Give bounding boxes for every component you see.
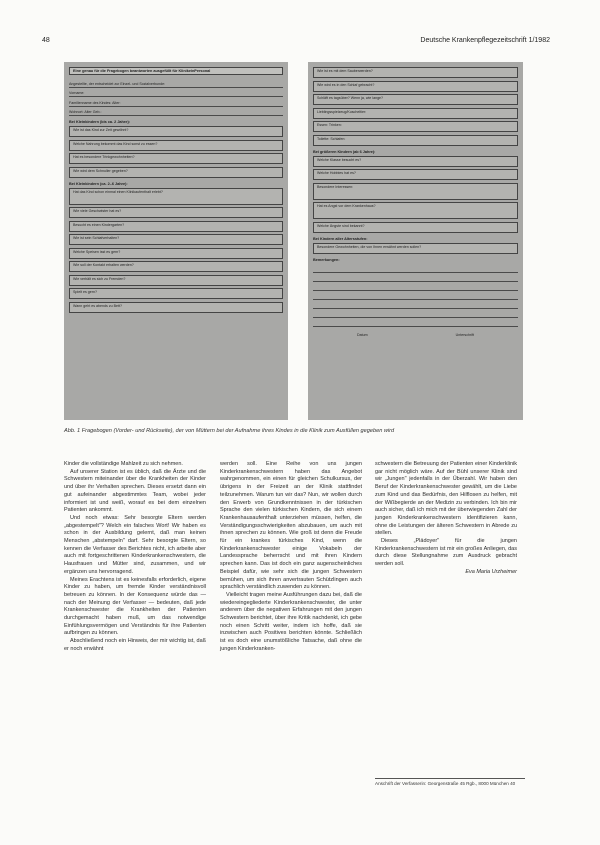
question-row: Lieblingsspielzeug/Kuscheltier: <box>313 108 518 119</box>
paragraph: Auf unserer Station ist es üblich, daß die Ärzte und die Schwestern miteinander über die Krankheiten der Kinder und über ihr Verhalten sprechen. Dieses ersetzt dann ein gut aufeinander abgestimmtes Team, wobei jeder informiert ist und weiß, worauf es bei dem einzelnen Patienten ankommt. <box>64 468 206 514</box>
question-row: Wann geht es abends zu Bett? <box>69 302 283 313</box>
question-row: Hat das Kind schon einmal einen Klinikaufenthalt erlebt? <box>69 188 283 205</box>
question-row: Besondere Gewohnheiten, die von Ihnen erwähnt werden sollen? <box>313 243 518 254</box>
section-older-children-heading: Bei größeren Kindern (ab 6 Jahre): <box>313 149 376 154</box>
remarks-line <box>313 309 518 318</box>
remarks-line <box>313 264 518 273</box>
paragraph: werden soll. Eine Reihe von uns jungen Kinderkrankenschwestern haben das Angebot wahrgenommen, ein einen für gleichen Schulkursus, der übrigens in der Freizeit an der Klinik stattfindet teilzunehmen. Warum tun wir das? Nun, wir wollen durch den Erwerb von Grundkenntnissen in der türkischen Sprache den vielen türkischen Kindern, die sich einem Krankenhausaufenthalt unterziehen müssen, helfen, die Verständigungsschwierigkeiten abzubauen, um auch mit ihnen sprechen zu können. Wie groß ist denn die Freude für ein krankes türkisches Kind, wenn die Kinderkrankenschwester einige Vokabeln der Landessprache beherrscht und mit ihren Kindern sprechen kann. Das ist doch ein ganz augenscheinliches Beispiel dafür, wie sehr sich die jungen Schwestern bemühen, um sich ihren anvertrauten Schützlingen auch sprachlich verständlich zuwenden zu können. <box>220 461 362 591</box>
section-infants-heading: Bei Kleinkindern (bis ca. 2 Jahre): <box>69 120 130 124</box>
question-row: Schläft es tagsüber? Wenn ja, wie lange? <box>313 94 518 105</box>
question-row: Wie wird dem Schnuller gegeben? <box>69 167 283 178</box>
question-row: Welche Hobbies hat es? <box>313 169 518 180</box>
text-column-3 <box>375 461 517 577</box>
paragraph: Dieses „Plädoyer" für die jungen Kinderkrankenschwestern ist mir ein großes Anliegen, das durch diese Stellungnahme zum Ausdruck gebracht werden soll. <box>375 538 517 568</box>
form-line: Angestellte, der entscheidet zur Einzel- und Sozialverbunde: <box>69 78 283 88</box>
question-row: Wie soll der Kontakt erhalten werden? <box>69 261 283 272</box>
author-name: Eva Maria Urzheimer <box>465 568 517 575</box>
signature-label: Unterschrift <box>455 332 474 337</box>
figure-caption: Abb. 1 Fragebogen (Vorder- und Rückseite), der von Müttern bei der Aufnahme ihres Kindes in die Klinik zum Ausfüllen gegeben wird <box>64 428 395 434</box>
running-title: Deutsche Krankenpflegezeitschrift 1/1982 <box>420 37 550 44</box>
question-row: Welche Speisen isst es gern? <box>69 248 283 259</box>
paragraph: Kinder die vollständige Mahlzeit zu sich nehmen. <box>64 461 183 467</box>
author-address: Anschrift der Verfasserin: Georgenstraße 45 Rgb., 8000 München 40 <box>375 778 525 787</box>
paragraph: schwestern die Betreuung der Patienten einer Kinderklinik gar nicht möglich wäre. Auf der Bühl unserer Klinik sind wir „Jungen" jedenfalls in der Überzahl. Wir haben den Beruf der Kinderkrankenschwester gewählt, um die Liebe zum Kind und das Bedürfnis, den Hilflosen zu helfen, mit der Wißbegierde an der Medizin zu verbinden. Ich bin mir auch sicher, daß ich mich mit der überwiegenden Zahl der jungen Kinderkrankenschwestern identifizieren kann, ohne die Leistungen der älteren Schwestern in Abrede zu stellen. <box>375 461 517 537</box>
text-column-2 <box>220 461 362 654</box>
question-row: Welche Nahrung bekommt das Kind sonst zu essen? <box>69 140 283 151</box>
remarks-line <box>313 273 518 282</box>
question-row: Hat es Angst vor dem Krankenhaus? <box>313 202 518 219</box>
question-row: Wie verhält es sich zu Fremden? <box>69 275 283 286</box>
paragraph: Abschließend noch ein Hinweis, der mir wichtig ist, daß er noch erwähnt <box>64 638 206 652</box>
paragraph: Vielleicht tragen meine Ausführungen dazu bei, daß die wiedereingegliederte Kinderkrankenschwester, die unter anderem über die negativen Erfahrungen mit den jungen Schwestern berichtet, über ihre Kritik nachdenkt, ich gebe noch einen Schritt weiter, indem ich hoffe, daß sie inzwischen auch Positives berichten könnte. Schließlich ist es doch eine unumstößliche Tatsache, daß ohne die jungen Kinderkranken- <box>220 591 362 652</box>
paragraph: Und noch etwas: Sehr besorgte Eltern werden „abgestempelt"? Welch ein falsches Wort! Wir haben es schon in der Ausbildung gelernt, daß man keinen Menschen „abstempeln" darf. Sehr besorgte Eltern, so kennen die Verfasser des Berichtes nicht, ich arbeite aber auch mit fortgeschrittenen Kinderkrankenschwestern, die Hausfrauen und Mütter sind, zusammen, und wir ergänzen uns hervorragend. <box>64 514 206 575</box>
question-row: Welche Ängste sind bekannt? <box>313 222 518 233</box>
question-row: Wie ist sein Schlafverhalten? <box>69 234 283 245</box>
question-row: Hat es besondere Trinkgewohnheiten? <box>69 153 283 164</box>
remarks-line <box>313 318 518 327</box>
date-label: Datum <box>357 332 368 337</box>
question-row: Wie viele Geschwister hat es? <box>69 207 283 218</box>
form-line: Familienname des Kindes: Alter: <box>69 97 283 107</box>
page-number: 48 <box>42 37 50 44</box>
questionnaire-back <box>308 62 523 420</box>
question-row: Essen: Trinken: <box>313 121 518 132</box>
form-line: Wohnort: Alter Geb.: <box>69 107 283 117</box>
remarks-line <box>313 282 518 291</box>
question-row: Wie ist es mit dem Sauberwerden? <box>313 67 518 78</box>
remarks-line <box>313 291 518 300</box>
question-row: Besucht es einen Kindergarten? <box>69 221 283 232</box>
question-row: Besondere Interessen: <box>313 183 518 200</box>
signature-row <box>313 333 518 337</box>
form-front-header: Eine genau für die Fragebogen beantworten ausgefüllt für KlinikeinPersonal <box>69 67 283 75</box>
paragraph: Meines Erachtens ist es keinesfalls erforderlich, eigene Kinder zu haben, um fremde Kinder verständnisvoll betreuen zu können. In der Konsequenz würde das — nach der Meinung der Verfasser — bedeuten, daß jede Krankenschwester die Krankheiten der Patienten durchgemacht haben muß, um das notwendige Einfühlungsvermögen und Verständnis für ihre Patienten aufbringen zu können. <box>64 576 206 637</box>
section-all-ages-heading: Bei Kindern aller Altersstufen: <box>313 236 368 241</box>
questionnaire-front <box>64 62 288 420</box>
question-row: Wie ist das Kind zur Zeit gewöhnt? <box>69 126 283 137</box>
remarks-label: Bemerkungen: <box>313 257 340 262</box>
question-row: Toilette: Schlafen: <box>313 135 518 146</box>
text-column-1 <box>64 461 206 654</box>
remarks-line <box>313 300 518 309</box>
question-row: Welche Klasse besucht es? <box>313 156 518 167</box>
question-row: Spielt es gern? <box>69 288 283 299</box>
question-row: Wie wird es in den Schlaf gebracht? <box>313 81 518 92</box>
section-toddlers-heading: Bei Kleinkindern (ca. 2–6 Jahre): <box>69 181 128 186</box>
form-line: Vorname: <box>69 88 283 98</box>
